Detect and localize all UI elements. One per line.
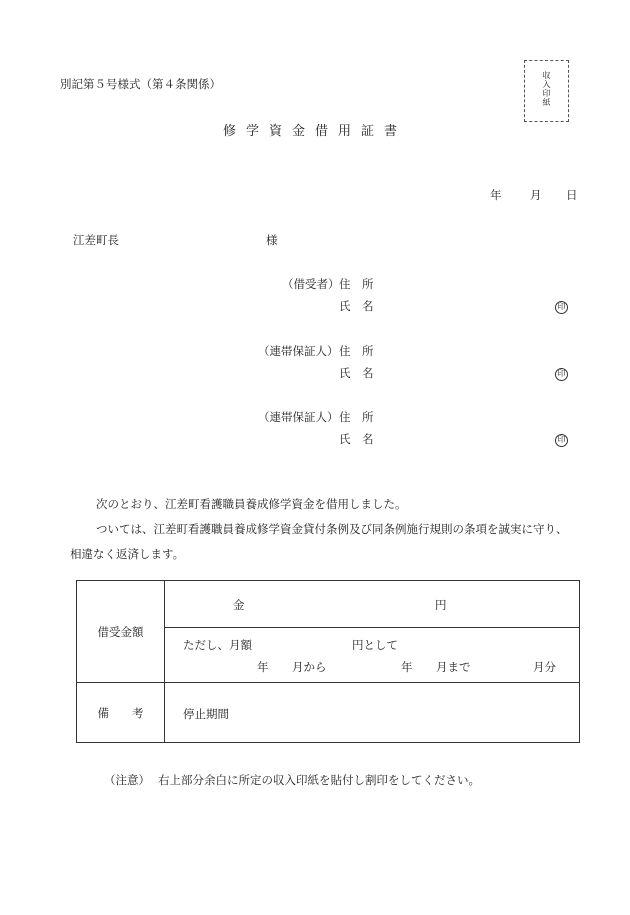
body-paragraph	[70, 492, 575, 567]
kin-label: 金	[233, 598, 245, 612]
amount-label: 借受金額	[97, 624, 144, 639]
yen-toshite-label: 円として	[352, 638, 398, 652]
body-line-2: ついては、江差町看護職員養成修学資金貸付条例及び同条例施行規則の条項を誠実に守り、相違なく返済します。	[70, 522, 568, 561]
address-label: 住 所	[339, 344, 374, 358]
party-role-borrower: （借受者）	[282, 277, 340, 291]
from-year-label: 年	[257, 660, 269, 674]
body-line-1: 次のとおり、江差町看護職員養成修学資金を借用しました。	[96, 497, 407, 511]
stamp-label: 収入印紙	[542, 71, 551, 107]
address-label: 住 所	[339, 410, 374, 424]
seal-mark: 印	[555, 368, 568, 381]
name-label: 氏 名	[339, 299, 374, 313]
remarks-label: 備 考	[97, 705, 144, 720]
form-reference: 別記第５号様式（第４条関係）	[60, 77, 221, 91]
suspension-label: 停止期間	[183, 707, 229, 721]
note-label: （注意）	[104, 773, 150, 787]
from-month-label: 月から	[292, 660, 327, 674]
amount-label-cell	[77, 581, 165, 683]
months-label: 月分	[533, 660, 556, 674]
yen-label: 円	[435, 598, 447, 612]
loan-amount-table	[76, 580, 580, 743]
seal-mark: 印	[555, 434, 568, 447]
proviso-label: ただし、月額	[183, 638, 252, 652]
remarks-label-cell	[77, 683, 165, 743]
to-month-label: 月まで	[436, 660, 471, 674]
addressee-honorific: 様	[266, 233, 278, 247]
party-role-guarantor: （連帯保証人）	[258, 344, 339, 358]
date-year: 年	[490, 188, 502, 202]
date-day: 日	[566, 188, 578, 202]
remarks-cell	[165, 683, 580, 743]
amount-cell	[165, 581, 580, 628]
to-year-label: 年	[401, 660, 413, 674]
name-label: 氏 名	[339, 366, 374, 380]
date-month: 月	[530, 188, 542, 202]
document-title: 修学資金借用証書	[222, 124, 407, 139]
revenue-stamp-box	[524, 60, 569, 122]
address-label: 住 所	[339, 277, 374, 291]
party-role-guarantor: （連帯保証人）	[258, 410, 339, 424]
proviso-cell	[165, 628, 580, 683]
seal-mark: 印	[555, 301, 568, 314]
note-text: 右上部分余白に所定の収入印紙を貼付し割印をしてください。	[158, 773, 480, 787]
addressee-name: 江差町長	[73, 233, 119, 247]
name-label: 氏 名	[339, 432, 374, 446]
